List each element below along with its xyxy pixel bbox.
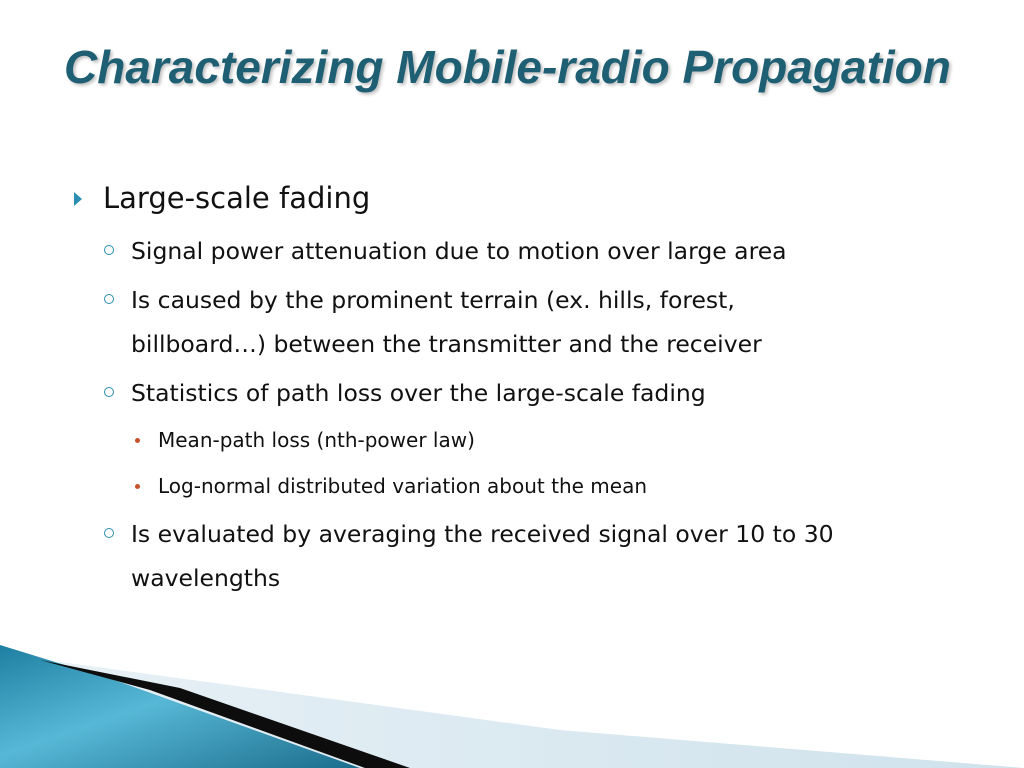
subbullet-mean-path-loss: Mean-path loss (nth-power law) [158,428,475,452]
bullet-large-scale-fading: Large-scale fading [103,181,371,215]
slide-title: Characterizing Mobile-radio Propagation [64,41,951,93]
bullet-terrain-line2: billboard…) between the transmitter and the receiver [131,330,762,358]
bullet-evaluated-line1: Is evaluated by averaging the received signal over 10 to 30 [131,520,834,548]
bullet-terrain-line1: Is caused by the prominent terrain (ex. hills, forest, [131,286,735,314]
bullet-statistics: Statistics of path loss over the large-scale fading [131,379,706,407]
bullet-evaluated-line2: wavelengths [131,564,281,592]
subbullet-log-normal: Log-normal distributed variation about the mean [158,474,647,498]
bullet-signal-power: Signal power attenuation due to motion over large area [131,237,787,265]
